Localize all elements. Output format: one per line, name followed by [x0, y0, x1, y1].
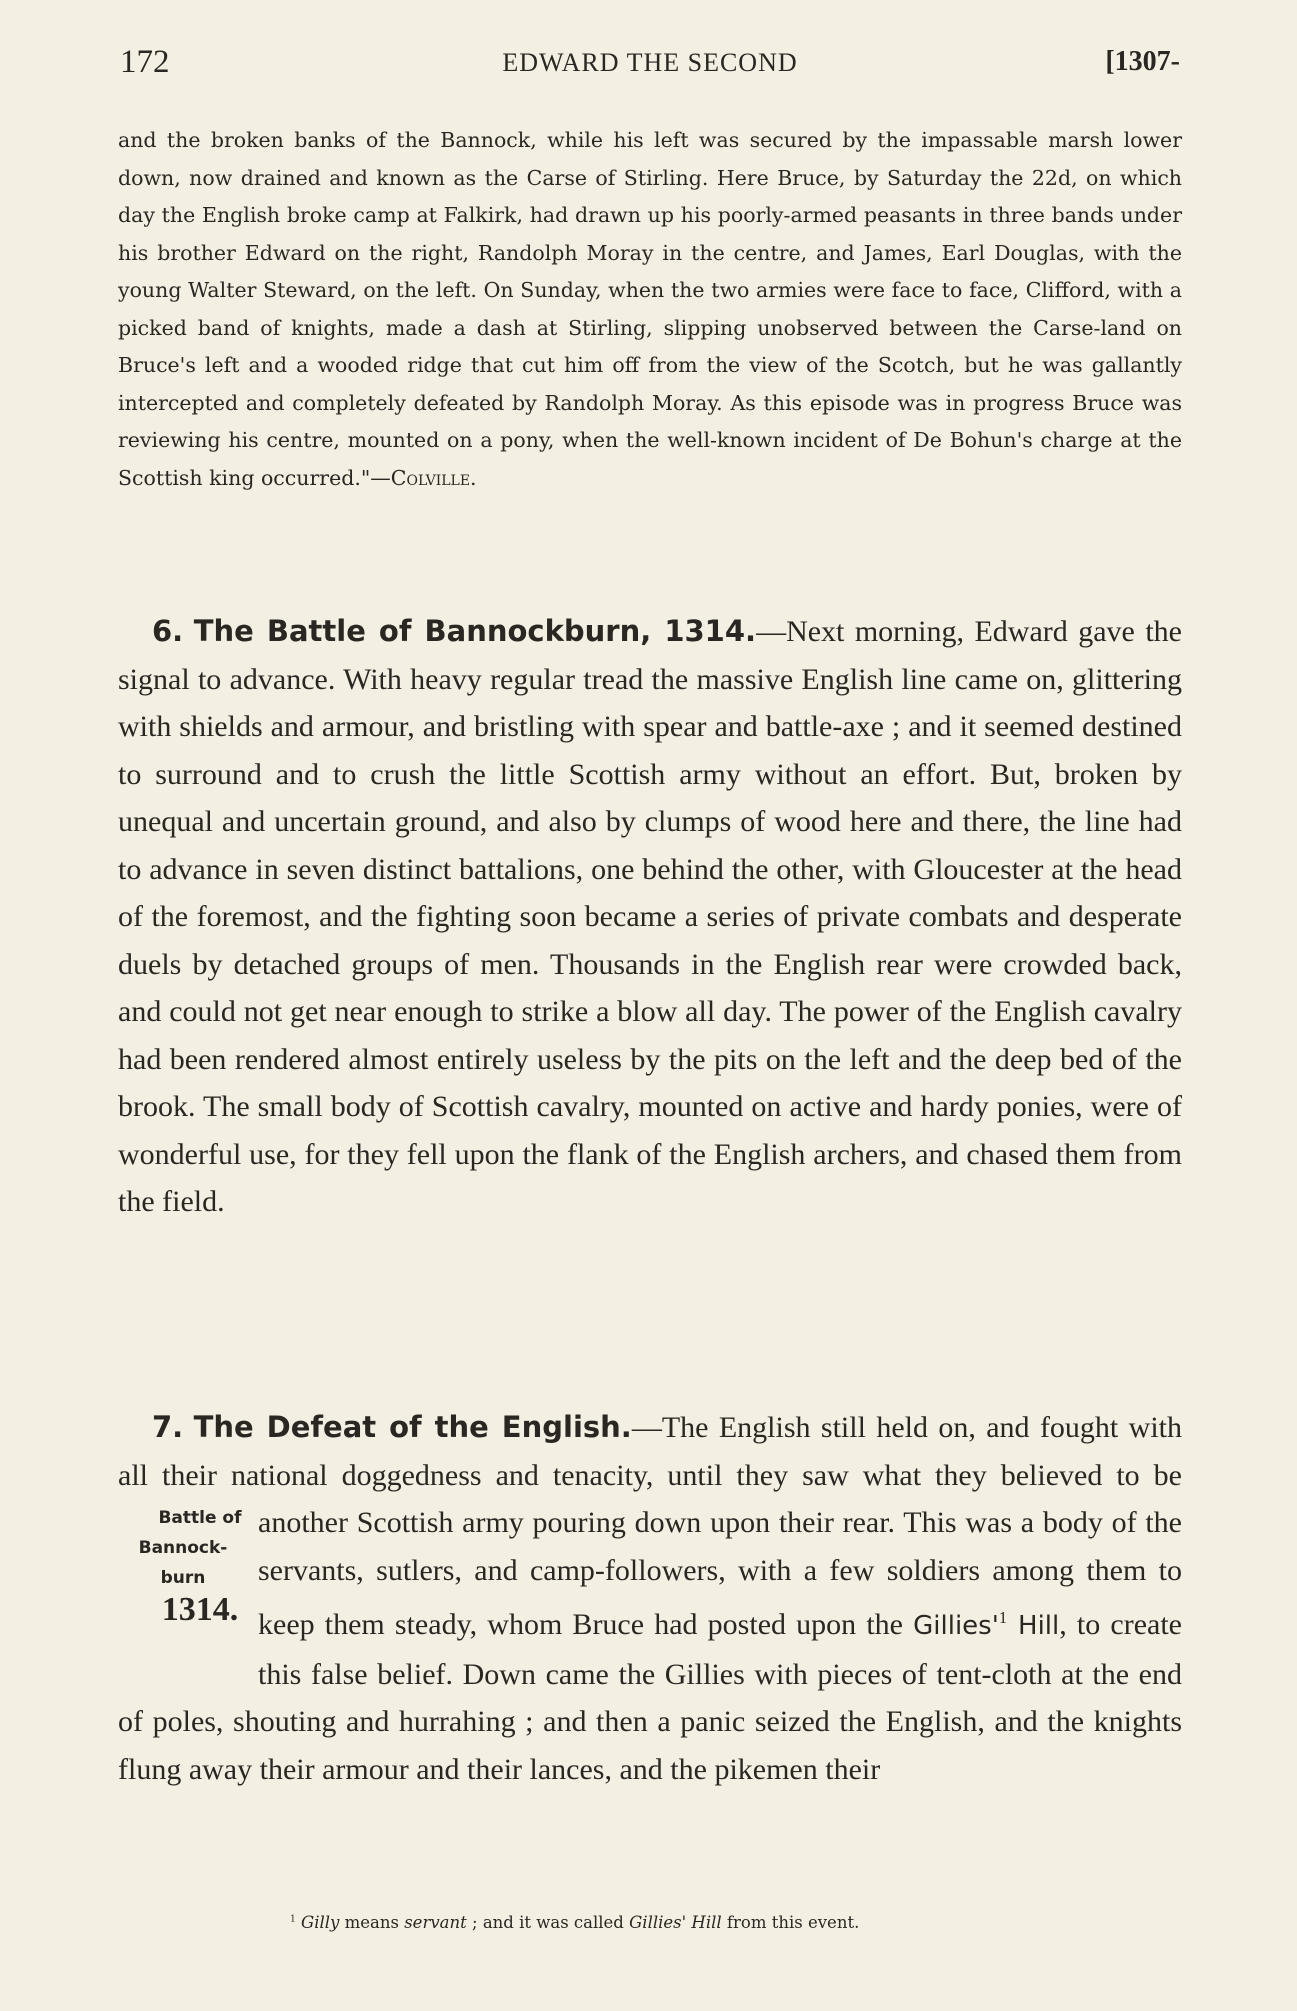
footnote-mark: 1	[290, 1914, 296, 1925]
margin-note-line1: Battle of	[158, 1508, 242, 1528]
section-7-heading: The Defeat of the English.	[193, 1410, 632, 1444]
footnote-word-gilly: Gilly	[301, 1913, 340, 1932]
margin-note-line3: burn	[160, 1568, 206, 1588]
section-7-gillies-word: Gillies'	[913, 1611, 999, 1641]
header-year: [1307-	[1105, 46, 1180, 77]
margin-note-line2: Bannock-	[138, 1538, 228, 1558]
footnote	[290, 1913, 859, 1932]
section-7-body-part1b: upon their rear. This was a body of the servants, sutlers, and camp-followers, with a few soldiers among them to keep them steady, whom Bruce had posted upon the	[258, 1506, 1182, 1641]
margin-note-year: 1314.	[161, 1591, 239, 1628]
page-number: 172	[120, 44, 170, 80]
section-6-paragraph	[118, 608, 1182, 1226]
quote-text: and the broken banks of the Bannock, while his left was secured by the impassable marsh lower down, now drained and known as the Carse of Stirling. Here Bruce, by Saturday the 22d, on which day the English broke camp at Falkirk, had drawn up his poorly-armed peasants in three bands under his brother Edward on the right, Randolph Moray in the centre, and James, Earl Douglas, with the young Walter Steward, on the left. On Sunday, when the two armies were face to face, Clifford, with a picked band of knights, made a dash at Stirling, slipping unobserved between the Carse-land on Bruce's left and a wooded ridge that cut him off from the view of the Scotch, but he was gallantly intercepted and completely defeated by Randolph Moray. As this episode was in progress Bruce was reviewing his centre, mounted on a pony, when the well-known incident of De Bohun's charge at the Scottish king occurred."—	[118, 128, 1182, 490]
running-title: EDWARD THE SECOND	[502, 48, 798, 77]
section-6	[118, 608, 1182, 1226]
section-6-number: 6.	[152, 614, 184, 648]
section-7-body-part1a: —The English still held on, and fought with all their national doggedness and tenacity, until they saw what they believed to be another Scottish army pouring down	[118, 1411, 1182, 1539]
footnote-text-2: ; and it was called	[466, 1913, 630, 1932]
section-7	[118, 1404, 1182, 1793]
section-7-paragraph	[118, 1404, 1182, 1793]
section-6-heading: The Battle of Bannockburn, 1314.	[193, 614, 757, 648]
section-7-number: 7.	[152, 1410, 184, 1444]
quote-block	[118, 122, 1182, 497]
section-6-body: —Next morning, Edward gave the signal to advance. With heavy regular tread the massive English line came on, glittering with shields and armour, and bristling with spear and battle-axe ; and it seemed destined to surround and to crush the little Scottish army without an effort. But, broken by unequal and uncertain ground, and also by clumps of wood here and there, the line had to advance in seven distinct battalions, one behind the other, with Gloucester at the head of the foremost, and the fighting soon became a series of private combats and desperate duels by detached groups of men. Thousands in the English rear were crowded back, and could not get near enough to strike a blow all day. The power of the English cavalry had been rendered almost entirely useless by the pits on the left and the deep bed of the brook. The small body of Scottish cavalry, mounted on active and hardy ponies, were of wonderful use, for they fell upon the flank of the English archers, and chased them from the field.	[118, 615, 1182, 1218]
quote-attribution: Colville.	[390, 465, 477, 490]
margin-note	[118, 1499, 248, 1685]
footnote-text-1: means	[339, 1913, 405, 1932]
footnote-reference: 1	[998, 1608, 1008, 1627]
running-header	[120, 44, 1180, 84]
footnote-word-servant: servant	[404, 1913, 467, 1932]
section-7-hill-word: Hill	[1007, 1611, 1060, 1641]
footnote-word-gillies-hill: Gillies' Hill	[629, 1913, 722, 1932]
footnote-text-3: from this event.	[721, 1913, 860, 1932]
section-7-body-part2: , to create this false belief. Down came the Gillies with pieces of tent-cloth at the end of poles, shouting and hurrahing ; and then a panic seized the English, and the knights flung away their armour and their lances, and the pikemen their	[118, 1608, 1182, 1786]
